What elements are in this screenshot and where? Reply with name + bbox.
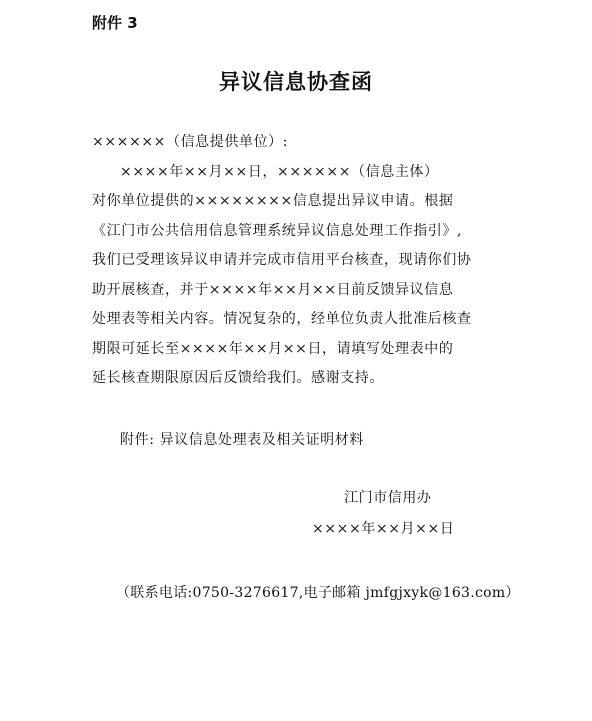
body-line-5: 助开展核查，并于××××年××月××日前反馈异议信息 — [92, 281, 454, 298]
body-line-1: ××××年××月××日，××××××（信息主体） — [120, 163, 439, 180]
body-line-4: 我们已受理该异议申请并完成市信用平台核查，现请你们协 — [92, 252, 472, 268]
salutation: ××××××（信息提供单位）: — [92, 134, 289, 150]
attachment-number-label: 附件 3 — [92, 14, 138, 32]
body-line-8: 延长核查期限原因后反馈给我们。感谢支持。 — [92, 370, 384, 386]
document-title: 异议信息协查函 — [219, 70, 373, 94]
contact-info: （联系电话:0750-3276617,电子邮箱 jmfgjxyk@163.com） — [116, 585, 520, 601]
body-line-3: 《江门市公共信用信息管理系统异议信息处理工作指引》, — [92, 222, 463, 239]
attachment-note: 附件: 异议信息处理表及相关证明材料 — [120, 432, 364, 448]
signature-org: 江门市信用办 — [344, 490, 432, 506]
signature-date: ××××年××月××日 — [312, 521, 455, 537]
body-line-2: 对你单位提供的××××××××信息提出异议申请。根据 — [92, 193, 454, 209]
letter-body — [92, 128, 512, 394]
body-line-6: 处理表等相关内容。情况复杂的，经单位负责人批准后核查 — [92, 311, 472, 327]
body-line-7: 期限可延长至××××年××月××日，请填写处理表中的 — [92, 340, 454, 357]
